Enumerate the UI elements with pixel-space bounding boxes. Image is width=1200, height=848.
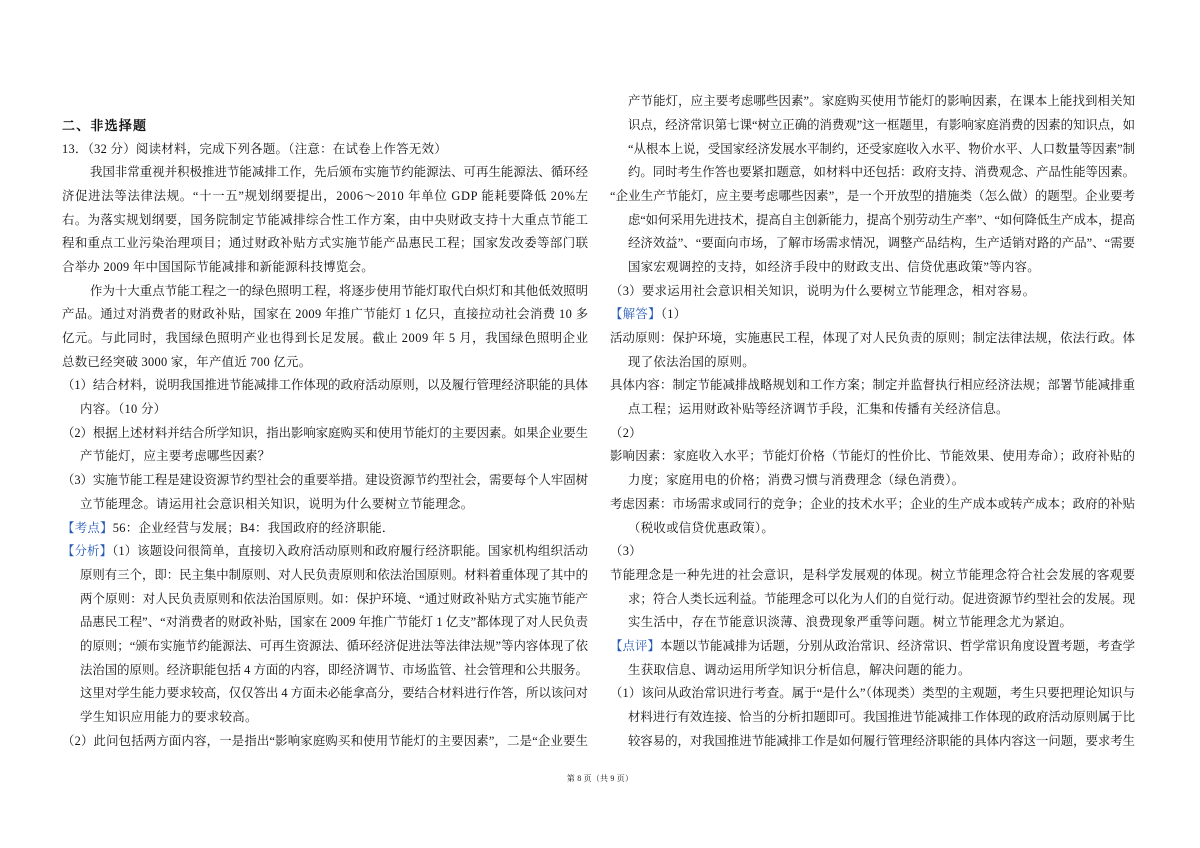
sub-question-3	[62, 469, 588, 516]
answer-q1-content	[610, 374, 1135, 421]
analysis-1-line-7: 这里对学生能力要求较高，仅仅答出 4 方面未必能拿高分，要结合材料进行作答，所以该问对	[80, 686, 588, 701]
analysis-1-line-8: 学生知识应用能力的要求较高。	[80, 710, 258, 725]
answer-q3-line-1: 节能理念是一种先进的社会意识，是科学发展观的体现。树立节能理念符合社会发展的客观要	[610, 567, 1136, 582]
analysis-1-line-6: 法治国的原则。经济职能包括 4 方面的内容，即经济调节、市场监管、社会管理和公共服务。	[80, 662, 588, 677]
sub-question-3-line-1: （3）实施节能工程是建设资源节约型社会的重要举措。建设资源节约型社会，需要每个人牢固树	[62, 473, 588, 488]
key-points-line	[62, 517, 588, 541]
answer-considerations-line-2: （税收或信贷优惠政策）。	[628, 520, 775, 535]
sub-question-2-line-1: （2）根据上述材料并结合所学知识，指出影响家庭购买和使用节能灯的主要因素。如果企业要生	[62, 425, 588, 440]
analysis-2-line-4: “从根本上说，受国家经济发展水平制约，还受家庭收入水平、物价水平、人口数量等因素”制	[628, 141, 1136, 156]
analysis-4-line-1: （3）要求运用社会意识相关知识，说明为什么要树立节能理念，相对容易。	[610, 283, 1036, 298]
answer-label: 【解答】	[610, 307, 661, 322]
answer-influences-line-1: 影响因素：家庭收入水平；节能灯价格（节能灯的性价比、节能效果、使用寿命）；政府补贴的	[610, 449, 1136, 464]
answer-influences-line-2: 力度；家庭用电的价格；消费习惯与消费理念（绿色消费）。	[628, 473, 965, 488]
comment-line-1-text: 本题以节能减排为话题，分别从政治常识、经济常识、哲学常识角度设置考题，考查学	[660, 638, 1136, 653]
material-1-line-5: 合举办 2009 年中国国际节能减排和新能源科技博览会。	[62, 259, 374, 274]
right-column	[610, 90, 1135, 753]
material-1-line-2: 济促进法等法律法规。“十一五”规划纲要提出，2006～2010 年单位 GDP 能耗要降低 20%左	[62, 188, 589, 203]
answer-q2-influences	[610, 445, 1135, 492]
sub-question-2	[62, 422, 588, 469]
material-paragraph-2	[62, 280, 588, 375]
answer-q3-line-2: 求；符合人类长远利益。节能理念可以化为人们的自觉行动。促进资源节约型社会的发展。现	[628, 591, 1135, 606]
key-points-text: 56：企业经营与发展；B4：我国政府的经济职能．	[112, 520, 395, 535]
key-points-label: 【考点】	[62, 520, 113, 535]
material-2-line-4: 总数已经突破 3000 家，年产值近 700 亿元。	[62, 354, 312, 369]
analysis-1-line-1-text: （1）该题设问很简单，直接切入政府活动原则和政府履行经济职能。国家机构组织活动	[112, 544, 589, 559]
answer-q1-principles	[610, 327, 1135, 374]
question-stem: 13．（32 分）阅读材料，完成下列各题。（注意：在试卷上作答无效）	[62, 141, 448, 156]
comment-label: 【点评】	[610, 638, 661, 653]
analysis-2-line-3: 识点，经济常识第七课“树立正确的消费观”这一框题里，有影响家庭消费的因素的知识点，如	[628, 117, 1136, 132]
analysis-3-line-1: “企业生产节能灯，应主要考虑哪些因素”，是一个开放型的措施类（怎么做）的题型。企业要考	[610, 188, 1136, 203]
answer-considerations-line-1: 考虑因素：市场需求或同行的竞争；企业的技术水平；企业的生产成本或转产成本；政府的补贴	[610, 496, 1136, 511]
answer-q3-text	[610, 564, 1135, 635]
sub-question-3-line-2: 立节能理念。请运用社会意识相关知识，说明为什么要树立节能理念。	[80, 496, 474, 511]
analysis-1-line-5: 的原则；“颁布实施节约能源法、可再生资源法、循环经济促进法等法律法规”等内容体现了依	[80, 638, 589, 653]
analysis-3-line-3: 经济效益”、“要面向市场，了解市场需求情况，调整产品结构，生产适销对路的产品”、“需要	[628, 236, 1136, 251]
comment-point-1-line-1: （1）该问从政治常识进行考查。属于“是什么”（体现类）类型的主观题，考生只要把理论知识与	[610, 686, 1136, 701]
sub-question-1-line-1: （1）结合材料，说明我国推进节能减排工作体现的政府活动原则，以及履行管理经济职能的具体	[62, 378, 588, 393]
analysis-3-line-2: 虑“如何采用先进技术，提高自主创新能力，提高个别劳动生产率”、“如何降低生产成本，提高	[628, 212, 1135, 227]
analysis-part-2-continued	[610, 90, 1135, 185]
comment-line-2: 生获取信息、调动运用所学知识分析信息，解决问题的能力。	[628, 662, 971, 677]
sub-question-2-line-2: 产节能灯，应主要考虑哪些因素？	[80, 449, 271, 464]
material-2-line-1: 作为十大重点节能工程之一的绿色照明工程，将逐步使用节能灯取代白炽灯和其他低效照明	[90, 283, 589, 298]
answer-heading-line	[610, 303, 1135, 327]
analysis-1-line-2: 原则有三个，即：民主集中制原则、对人民负责原则和依法治国原则。材料着重体现了其中的	[80, 567, 588, 582]
analysis-part-1	[62, 540, 588, 730]
answer-q1-heading: （1）	[660, 307, 687, 322]
answer-q3-line-3: 实生活中，存在节能意识淡薄、浪费现象严重等问题。树立节能理念尤为紧迫。	[628, 615, 1073, 630]
answer-q2-heading: （2）	[610, 425, 642, 440]
material-1-line-4: 程和重点工业污染治理项目；通过财政补贴方式实施节能产品惠民工程；国家发改委等部门联	[62, 236, 589, 251]
material-2-line-3: 亿元。与此同时，我国绿色照明产业也得到长足发展。截止 2009 年 5 月，我国绿色照明企业	[62, 331, 589, 346]
analysis-2-line-1: （2）此问包括两方面内容，一是指出“影响家庭购买和使用节能灯的主要因素”，二是“企业要生	[62, 733, 589, 748]
material-1-line-1: 我国非常重视并积极推进节能减排工作，先后颁布实施节约能源法、可再生能源法、循环经	[90, 165, 589, 180]
analysis-2-line-5: 约。同时考生作答也要紧扣题意，如材料中还包括：政府支持、消费观念、产品性能等因素。	[628, 165, 1135, 180]
comment-line-1	[610, 635, 1135, 659]
section-heading: 二、非选择题	[62, 117, 148, 133]
analysis-2-line-2: 产节能灯，应主要考虑哪些因素”。家庭购买使用节能灯的影响因素，在课本上能找到相关知	[628, 94, 1136, 109]
answer-principles-line-2: 现了依法治国的原则。	[628, 354, 755, 369]
analysis-3-line-4: 国家宏观调控的支持，如经济手段中的财政支出、信贷优惠政策”等内容。	[628, 259, 1040, 274]
material-2-line-2: 产品。通过对消费者的财政补贴，国家在 2009 年推广节能灯 1 亿只，直接拉动社会消费 10 多	[62, 307, 589, 322]
comment-point-1-line-3: 较容易的，对我国推进节能减排工作是如何履行管理经济职能的具体内容这一问题，要求考生	[628, 733, 1135, 748]
sub-question-1	[62, 374, 588, 421]
comment-point-1	[610, 682, 1135, 753]
left-column	[62, 114, 588, 754]
comment-summary	[610, 635, 1135, 682]
analysis-1-line-3: 两个原则：对人民负责原则和依法治国原则。如：保护环境、“通过财政补贴方式实施节能产	[80, 591, 589, 606]
analysis-1-line-4: 品惠民工程”、“对消费者的财政补贴，国家在 2009 年推广节能灯 1 亿支”都体现了对人民负责	[80, 615, 589, 630]
analysis-label: 【分析】	[62, 544, 113, 559]
answer-q2-considerations	[610, 493, 1135, 540]
analysis-part-3	[610, 185, 1135, 280]
answer-content-line-2: 点工程；运用财政补贴等经济调节手段，汇集和传播有关经济信息。	[628, 402, 1009, 417]
analysis-1-line-1	[62, 540, 588, 564]
comment-point-1-line-2: 材料进行有效连接、恰当的分析扣题即可。我国推进节能减排工作体现的政府活动原则属于比	[628, 710, 1135, 725]
sub-question-1-line-2: 内容。（10 分）	[80, 402, 167, 417]
page-number: 第 8 页（共 9 页）	[566, 774, 634, 783]
answer-q3-heading: （3）	[610, 544, 642, 559]
answer-principles-line-1: 活动原则：保护环境，实施惠民工程，体现了对人民负责的原则；制定法律法规，依法行政。体	[610, 331, 1136, 346]
material-paragraph-1	[62, 161, 588, 279]
material-1-line-3: 右。为落实规划纲要，国务院制定节能减排综合性工作方案，由中央财政支持十大重点节能工	[62, 212, 589, 227]
answer-content-line-1: 具体内容：制定节能减排战略规划和工作方案；制定并监督执行相应经济法规；部署节能减排重	[610, 378, 1136, 393]
